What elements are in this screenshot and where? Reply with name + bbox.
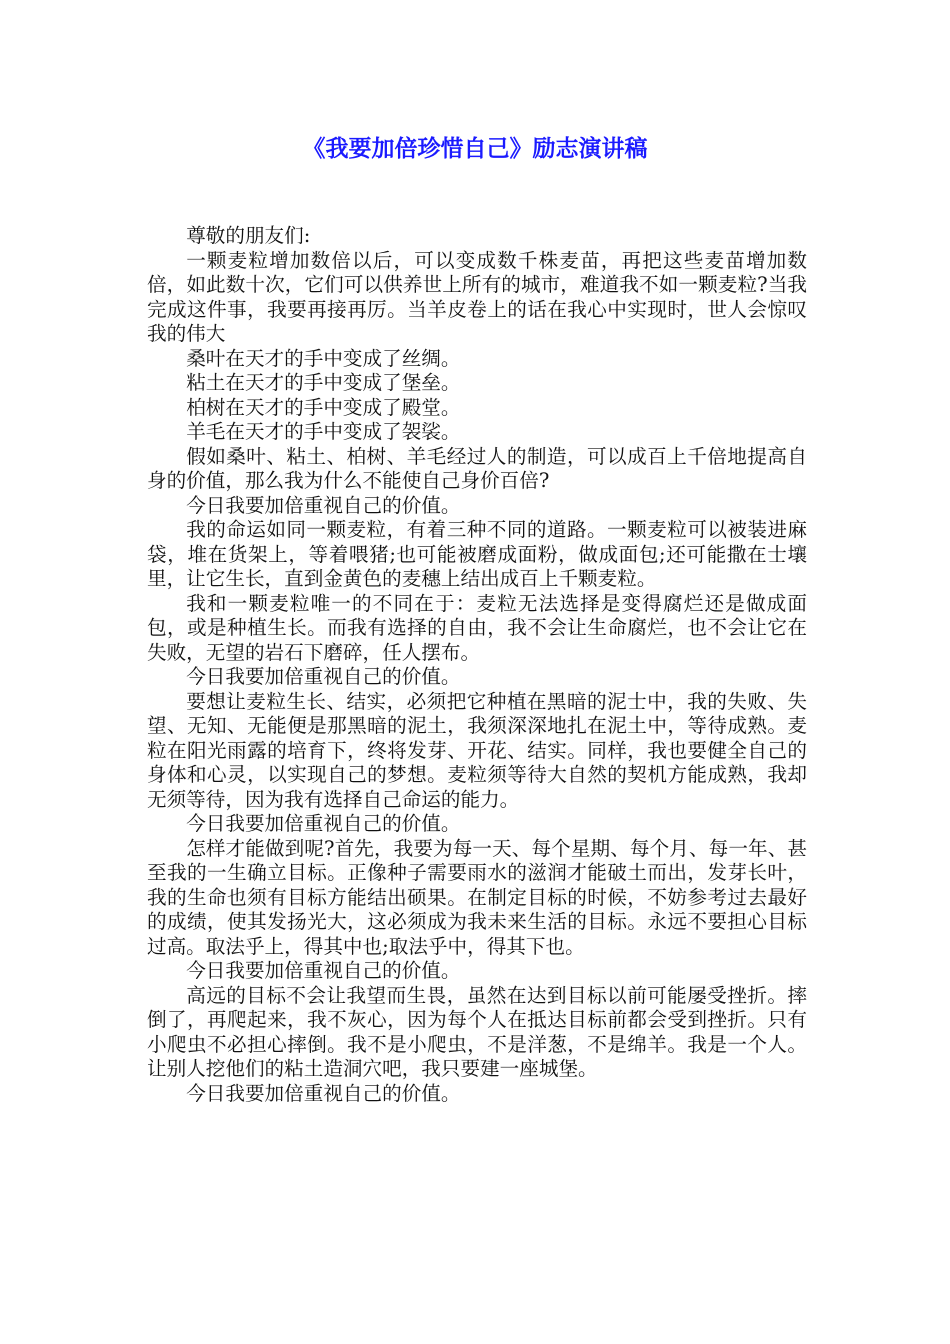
paragraph: 高远的目标不会让我望而生畏，虽然在达到目标以前可能屡受挫折。摔倒了，再爬起来，我不灰心，因为每个人在抵达目标前都会受到挫折。只有小爬虫不必担心摔倒。我不是小爬虫，不是洋葱，不是绵羊。我是一个人。让别人挖他们的粘土造洞穴吧，我只要建一座城堡。 — [147, 983, 807, 1080]
paragraph: 我和一颗麦粒唯一的不同在于：麦粒无法选择是变得腐烂还是做成面包，或是种植生长。而我有选择的自由，我不会让生命腐烂，也不会让它在失败，无望的岩石下磨碎，任人摆布。 — [147, 591, 807, 664]
paragraph: 尊敬的朋友们: — [186, 224, 311, 247]
paragraph: 我的命运如同一颗麦粒，有着三种不同的道路。一颗麦粒可以被装进麻袋，堆在货架上，等着喂猪;也可能被磨成面粉，做成面包;还可能撒在士壤里，让它生长，直到金黄色的麦穗上结出成百上千颗麦粒。 — [147, 518, 807, 590]
paragraph: 粘土在天才的手中变成了堡垒。 — [186, 371, 461, 394]
paragraph: 桑叶在天才的手中变成了丝绸。 — [186, 346, 461, 370]
paragraph: 怎样才能做到呢?首先，我要为每一天、每个星期、每个月、每一年、甚至我的一生确立目标。正像种子需要雨水的滋润才能破土而出，发芽长叶，我的生命也须有目标方能结出硕果。在制定目标的时候，不妨参考过去最好的成绩，使其发扬光大，这必须成为我未来生活的目标。永远不要担心目标过高。取法乎上，得其中也;取法乎中，得其下也。 — [147, 836, 807, 958]
paragraph: 今日我要加倍重视自己的价值。 — [186, 493, 461, 517]
paragraph: 羊毛在天才的手中变成了袈裟。 — [186, 420, 461, 443]
paragraph: 今日我要加倍重视自己的价值。 — [186, 665, 461, 688]
paragraph: 柏树在天才的手中变成了殿堂。 — [186, 395, 461, 419]
paragraph: 今日我要加倍重视自己的价值。 — [186, 812, 461, 835]
paragraph: 要想让麦粒生长、结实，必须把它种植在黑暗的泥士中，我的失败、失望、无知、无能便是那黑暗的泥土，我须深深地扎在泥土中，等待成熟。麦粒在阳光雨露的培育下，终将发芽、开花、结实。同样，我也要健全自己的身体和心灵，以实现自己的梦想。麦粒须等待大自然的契机方能成熟，我却无须等待，因为我有选择自己命运的能力。 — [147, 689, 807, 811]
paragraph: 今日我要加倍重视自己的价值。 — [186, 959, 461, 982]
document-title: 《我要加倍珍惜自己》励志演讲稿 — [302, 136, 648, 162]
paragraph: 一颗麦粒增加数倍以后，可以变成数千株麦苗，再把这些麦苗增加数倍，如此数十次，它们可以供养世上所有的城市，难道我不如一颗麦粒?当我完成这件事，我要再接再厉。当羊皮卷上的话在我心中实现时，世人会惊叹我的伟大 — [147, 248, 807, 345]
paragraph: 今日我要加倍重视自己的价值。 — [186, 1081, 461, 1105]
paragraph: 假如桑叶、粘土、柏树、羊毛经过人的制造，可以成百上千倍地提高自身的价值，那么我为什么不能使自己身价百倍? — [147, 444, 807, 492]
document-body — [147, 224, 807, 1106]
